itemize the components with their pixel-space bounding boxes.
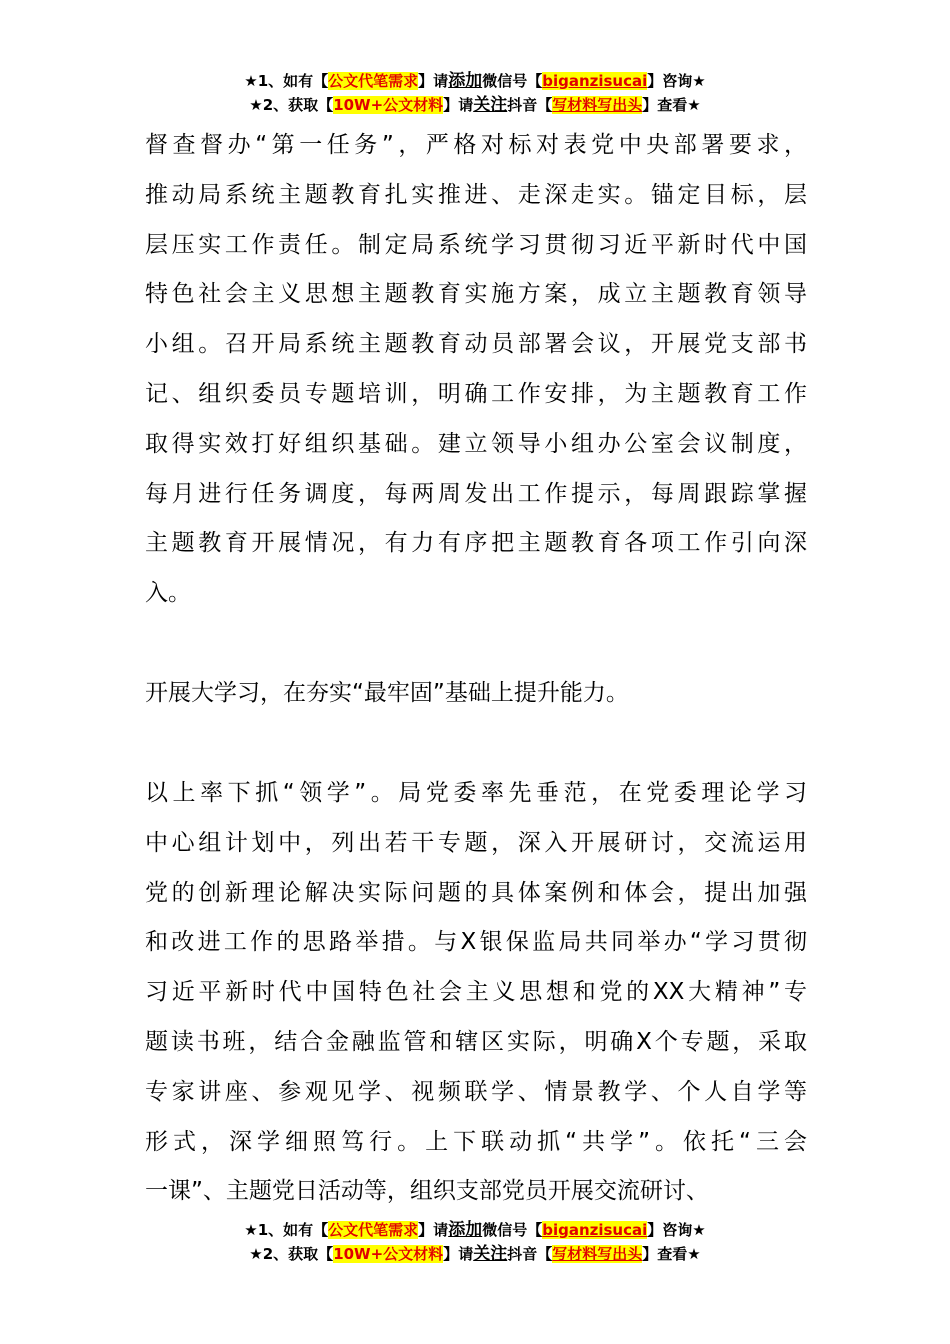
banner-text: 】请 <box>418 1221 449 1239</box>
paragraph-line: 小组。召开局系统主题教育动员部署会议，开展党支部书 <box>145 331 807 358</box>
banner-emphasis: 添加 <box>448 71 483 91</box>
banner-text: 】查看★ <box>642 1245 701 1263</box>
banner-text: 】咨询★ <box>647 1221 706 1239</box>
paragraph-line: 中心组计划中，列出若干专题，深入开展研讨，交流运用 <box>145 829 807 856</box>
footer-banner-line-2 <box>0 1242 950 1266</box>
banner-text: 】请 <box>418 72 449 90</box>
banner-text: 抖音【 <box>507 1245 553 1263</box>
header-banner-line-1 <box>0 69 950 93</box>
footer-banner-line-1 <box>0 1218 950 1242</box>
paragraph-line: 取得实效打好组织基础。建立领导小组办公室会议制度， <box>145 430 807 457</box>
paragraph-line: 和改进工作的思路举措。与X银保监局共同举办“学习贯彻 <box>145 929 807 956</box>
paragraph-line: 形式，深学细照笃行。上下联动抓“共学”。依托“三会 <box>145 1128 807 1155</box>
banner-text: 微信号【 <box>482 72 543 90</box>
paragraph-line: 记、组织委员专题培训，明确工作安排，为主题教育工作 <box>145 381 807 407</box>
banner-douyin-id: 写材料写出头 <box>552 96 643 114</box>
paragraph-line: 层压实工作责任。制定局系统学习贯彻习近平新时代中国 <box>145 231 807 258</box>
banner-emphasis: 关注 <box>473 95 508 115</box>
banner-wechat-id: biganzisucai <box>542 72 648 90</box>
banner-text: ★1、如有【 <box>244 1221 329 1239</box>
paragraph-line: 推动局系统主题教育扎实推进、走深走实。锚定目标，层 <box>145 181 807 208</box>
banner-text: 】查看★ <box>642 96 701 114</box>
paragraph-line: 专家讲座、参观见学、视频联学、情景教学、个人自学等 <box>145 1078 807 1105</box>
paragraph-line: 以上率下抓“领学”。局党委率先垂范，在党委理论学习 <box>145 780 807 806</box>
banner-highlight: 10W+公文材料 <box>333 96 444 114</box>
banner-text: 】请 <box>443 96 474 114</box>
banner-highlight: 公文代笔需求 <box>328 72 419 90</box>
paragraph-line: 主题教育开展情况，有力有序把主题教育各项工作引向深 <box>145 530 807 557</box>
paragraph-line: 题读书班，结合金融监管和辖区实际，明确X个专题，采取 <box>145 1029 807 1055</box>
paragraph-line: 督查督办“第一任务”，严格对标对表党中央部署要求， <box>145 132 807 158</box>
banner-douyin-id: 写材料写出头 <box>552 1245 643 1263</box>
banner-highlight: 公文代笔需求 <box>328 1221 419 1239</box>
banner-emphasis: 关注 <box>473 1244 508 1264</box>
banner-text: 微信号【 <box>482 1221 543 1239</box>
banner-text: 抖音【 <box>507 96 553 114</box>
paragraph-line: 入。 <box>145 580 191 607</box>
banner-text: ★1、如有【 <box>244 72 329 90</box>
paragraph-line: 开展大学习，在夯实“最牢固”基础上提升能力。 <box>145 680 629 706</box>
paragraph-line: 一课”、主题党日活动等，组织支部党员开展交流研讨、 <box>145 1178 709 1205</box>
banner-highlight: 10W+公文材料 <box>333 1245 444 1263</box>
paragraph-line: 每月进行任务调度，每两周发出工作提示，每周跟踪掌握 <box>145 480 807 507</box>
paragraph-line: 习近平新时代中国特色社会主义思想和党的XX大精神”专 <box>145 979 807 1006</box>
paragraph-line: 特色社会主义思想主题教育实施方案，成立主题教育领导 <box>145 281 807 308</box>
banner-text: ★2、获取【 <box>249 96 334 114</box>
banner-text: ★2、获取【 <box>249 1245 334 1263</box>
paragraph-line: 党的创新理论解决实际问题的具体案例和体会，提出加强 <box>145 879 807 906</box>
banner-text: 】请 <box>443 1245 474 1263</box>
banner-emphasis: 添加 <box>448 1220 483 1240</box>
banner-text: 】咨询★ <box>647 72 706 90</box>
header-banner-line-2 <box>0 93 950 117</box>
banner-wechat-id: biganzisucai <box>542 1221 648 1239</box>
